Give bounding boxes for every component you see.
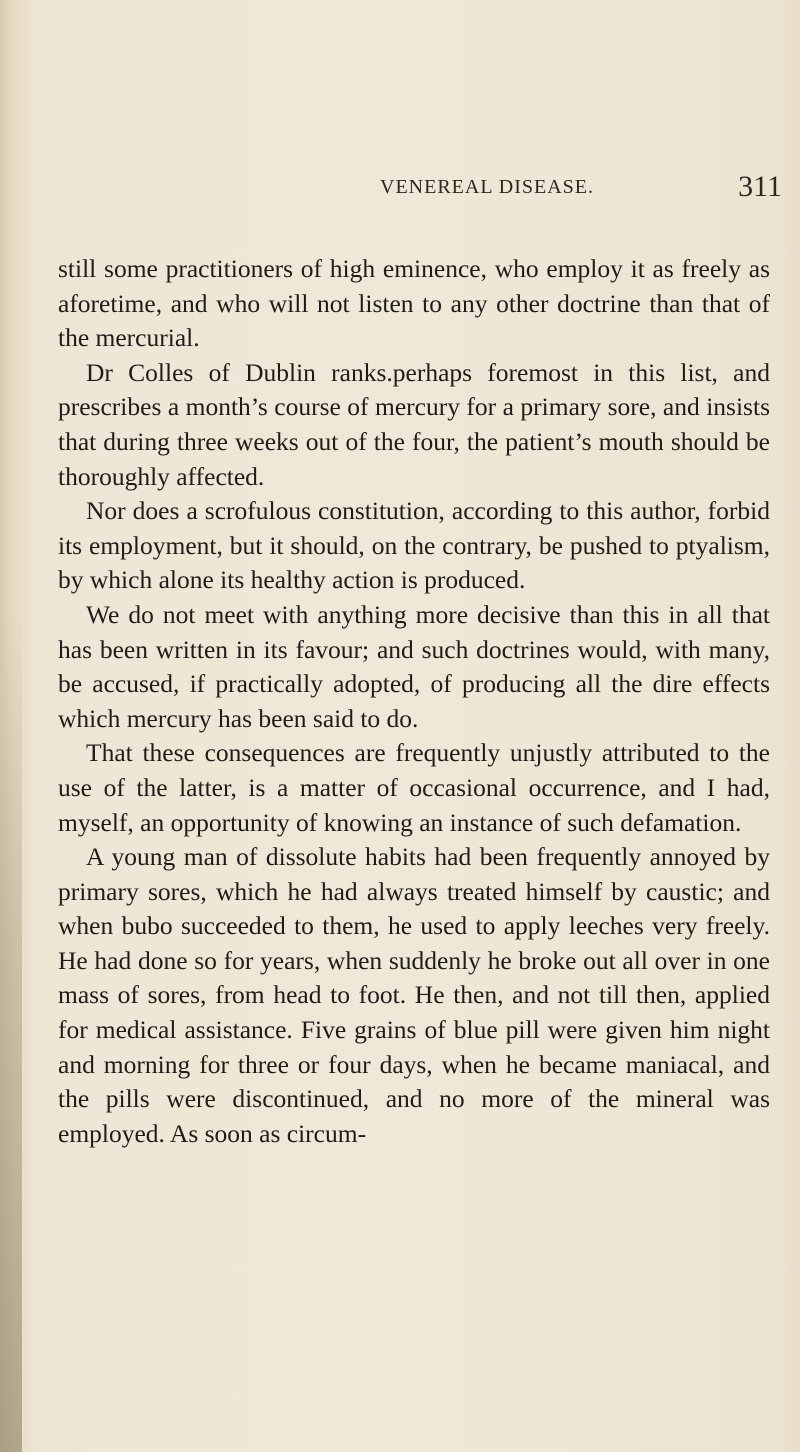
paragraph-case-history: A young man of dissolute habits had been frequently annoyed by primary sores, which he had always treated himself by caustic; and when bubo succeeded to them, he used to apply leeches very freely. He had done so for years, when suddenly he broke out all over in one mass of sores, from head to foot. He then, and not till then, applied for medical assistance. Five grains of blue pill were given him night and morning for three or four days, when he became maniacal, and the pills were discontinued, and no more of the mineral was employed. As soon as circum- xyxy=(58,842,770,1148)
body-text xyxy=(58,252,770,1151)
paragraph-consequences: That these consequences are frequently unjustly attributed to the use of the latter, is a matter of occasional occurrence, and I had, myself, an opportunity of knowing an instance of such defamation. xyxy=(58,738,770,837)
page-number: 311 xyxy=(738,170,782,203)
paragraph-colles: Dr Colles of Dublin ranks.perhaps foremost in this list, and prescribes a month’s course of mercury for a primary sore, and insists that during three weeks out of the four, the patient’s mouth should be thoroughly affected. xyxy=(58,357,770,491)
page-edge-shadow xyxy=(0,600,22,1452)
paragraph-scrofulous: Nor does a scrofulous constitution, according to this author, forbid its employment, but it should, on the contrary, be pushed to ptyalism, by which alone its healthy action is produced. xyxy=(58,496,770,595)
running-head-title: VENEREAL DISEASE. xyxy=(380,176,595,198)
paragraph-continuation: still some practitioners of high eminence, who employ it as freely as aforetime, and who will not listen to any other doctrine than that of the mercurial. xyxy=(58,254,770,353)
paragraph-doctrines: We do not meet with anything more decisive than this in all that has been written in its favour; and such doctrines would, with many, be accused, if practically adopted, of producing all the dire effects which mercury has been said to do. xyxy=(58,599,770,733)
running-head xyxy=(72,170,782,208)
